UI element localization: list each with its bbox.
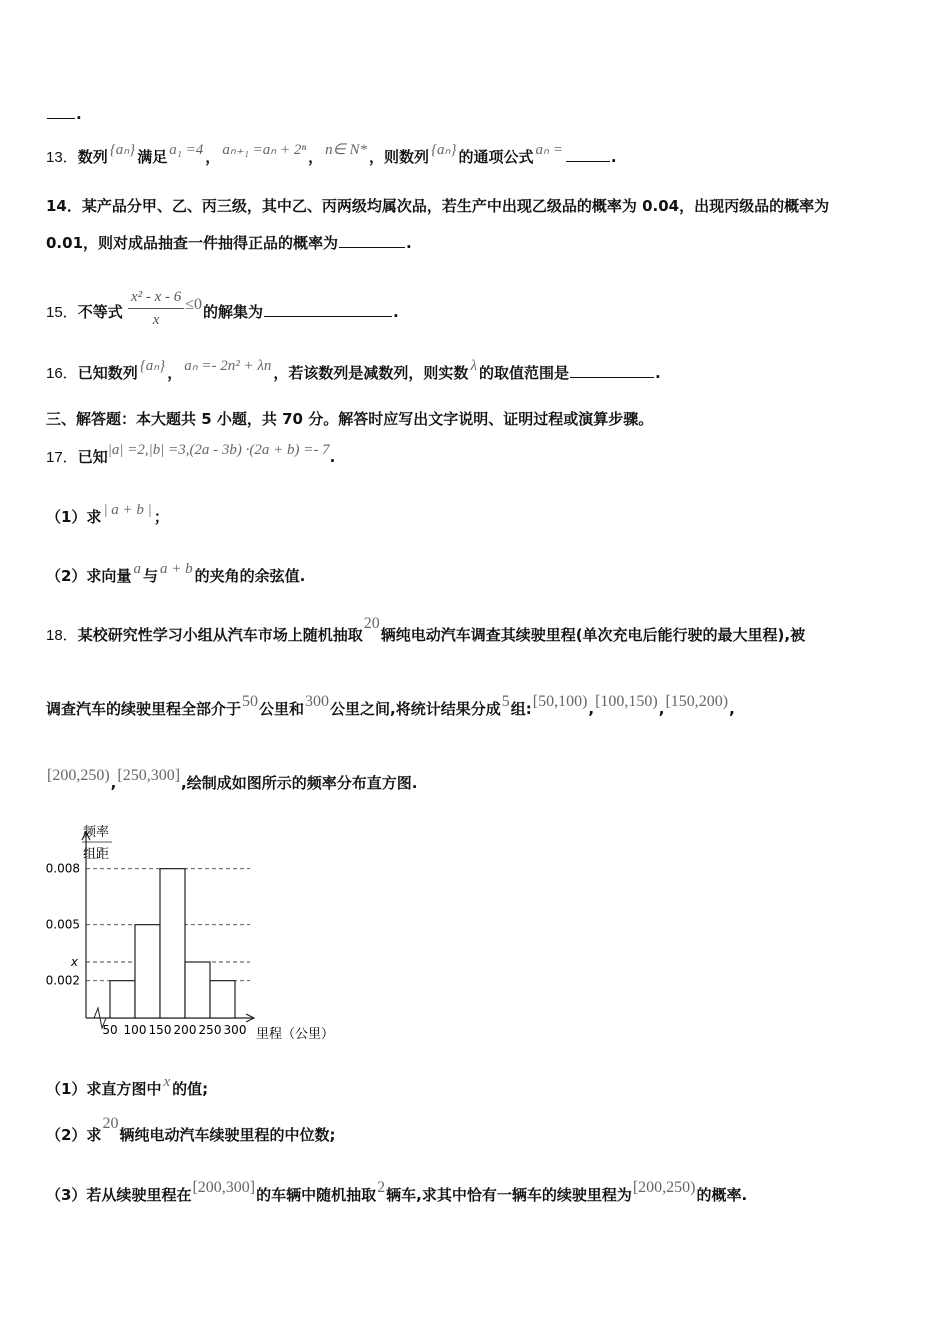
histogram-bar bbox=[135, 925, 160, 1018]
q12-tail: . bbox=[46, 103, 82, 125]
frequency-histogram bbox=[40, 820, 360, 1050]
question-18-line3: [200,250),[250,300],绘制成如图所示的频率分布直方图. bbox=[47, 767, 418, 792]
math-cond2: aₙ₊₁ =aₙ + 2ⁿ bbox=[222, 142, 307, 158]
math-interval: [200,250) bbox=[632, 1179, 696, 1196]
x-tick-label: 50 bbox=[102, 1023, 118, 1037]
answer-blank[interactable] bbox=[339, 233, 405, 248]
math-relation: ≤0 bbox=[185, 296, 203, 313]
answer-blank[interactable] bbox=[570, 363, 654, 378]
question-17-part1: （1）求 | a + b | ； bbox=[46, 502, 169, 526]
question-18-part1: （1）求直方图中 x 的值; bbox=[46, 1074, 209, 1098]
question-16: 16．已知数列 {aₙ} ， aₙ =- 2n² + λn ，若该数列是减数列，则实数 λ 的取值范围是 . bbox=[46, 358, 661, 382]
x-axis-label: 里程（公里） bbox=[256, 1027, 335, 1042]
question-number: 17． bbox=[46, 449, 78, 466]
answer-blank[interactable] bbox=[264, 302, 392, 317]
math-cond1: a₁ =4 bbox=[169, 142, 204, 158]
histogram-bar bbox=[110, 981, 135, 1018]
histogram-bar bbox=[160, 869, 185, 1018]
math-number: 2 bbox=[377, 1179, 386, 1196]
question-14-line2: 0.01，则对成品抽查一件抽得正品的概率为 . bbox=[46, 234, 412, 252]
x-tick-label: 200 bbox=[173, 1023, 197, 1037]
math-var-x: x bbox=[163, 1074, 171, 1090]
section-heading: 三、解答题：本大题共 5 小题，共 70 分。解答时应写出文字说明、证明过程或演算步骤。 bbox=[46, 410, 654, 428]
y-axis-label-top: 频率 bbox=[82, 825, 110, 840]
question-18-part3: （3）若从续驶里程在[200,300]的车辆中随机抽取2辆车,求其中恰有一辆车的续驶里程为[200,250)的概率. bbox=[46, 1179, 748, 1204]
math-number: 300 bbox=[305, 693, 330, 710]
question-18-part2: （2）求20辆纯电动汽车续驶里程的中位数; bbox=[46, 1115, 336, 1144]
question-14-line1: 14．某产品分甲、乙、丙三级，其中乙、丙两级均属次品，若生产中出现乙级品的概率为 0.04，出现丙级品的概率为 bbox=[46, 197, 830, 215]
question-15: 15．不等式 $\frac{\text{x² - x - 6}}{x}$ ≤0的解集为 . bbox=[46, 290, 399, 335]
math-interval: [200,300] bbox=[192, 1179, 256, 1196]
math-vector-a: a bbox=[133, 561, 141, 577]
math-formula: aₙ =- 2n² + λn bbox=[184, 358, 272, 374]
question-17: 17．已知|a| =2,|b| =3,(2a - 3b) ·(2a + b) =- 7. bbox=[46, 442, 336, 466]
math-number: 50 bbox=[242, 693, 259, 710]
math-interval: [250,300] bbox=[117, 767, 181, 784]
question-13: 13．数列 {aₙ} 满足 a₁ =4 ， aₙ₊₁ =aₙ + 2ⁿ ， n∈ N* ，则数列 {aₙ} 的通项公式 aₙ = . bbox=[46, 142, 617, 166]
y-tick-label: 0.005 bbox=[45, 917, 80, 932]
y-tick-label: 0.008 bbox=[45, 861, 80, 876]
math-number: 20 bbox=[102, 1115, 119, 1132]
math-interval: [50,100) bbox=[532, 693, 588, 710]
math-interval: [200,250) bbox=[47, 767, 110, 784]
y-axis-label-bottom: 组距 bbox=[82, 847, 110, 862]
question-number: 16． bbox=[46, 365, 78, 382]
y-tick-label: 0.002 bbox=[45, 973, 80, 988]
answer-blank[interactable] bbox=[47, 104, 75, 119]
question-17-part2: （2）求向量 a 与 a + b 的夹角的余弦值. bbox=[46, 561, 306, 585]
math-vector-ab: a + b bbox=[159, 561, 193, 577]
math-seq2: {aₙ} bbox=[430, 142, 457, 158]
question-18-line1: 18．某校研究性学习小组从汽车市场上随机抽取20辆纯电动汽车调查其续驶里程(单次充电后能行驶的最大里程),被 bbox=[46, 615, 806, 644]
y-tick-label: x bbox=[70, 955, 78, 969]
math-formula: |a| =2,|b| =3,(2a - 3b) ·(2a + b) =- 7 bbox=[107, 442, 330, 458]
math-seq: {aₙ} bbox=[139, 358, 166, 374]
math-interval: [100,150) bbox=[595, 693, 658, 710]
question-number: 13． bbox=[46, 149, 78, 166]
question-number: 15． bbox=[46, 304, 78, 321]
math-seq: {aₙ} bbox=[109, 142, 136, 158]
answer-blank[interactable] bbox=[566, 147, 610, 162]
math-lambda: λ bbox=[470, 358, 477, 374]
x-tick-label: 150 bbox=[148, 1023, 172, 1037]
histogram-bar bbox=[210, 981, 235, 1018]
x-tick-label: 100 bbox=[123, 1023, 147, 1037]
question-18-line2: 调查汽车的续驶里程全部介于50公里和300公里之间,将统计结果分成5组:[50,100),[100,150),[150,200), bbox=[46, 693, 735, 718]
math-cond3: n∈ N* bbox=[325, 142, 367, 158]
math-expr: aₙ = bbox=[535, 142, 563, 158]
x-tick-label: 300 bbox=[223, 1023, 247, 1037]
math-expr: | a + b | bbox=[103, 502, 152, 518]
x-tick-label: 250 bbox=[198, 1023, 222, 1037]
math-fraction: $\frac{\text{x² - x - 6}}{x}$ bbox=[128, 286, 184, 331]
question-number: 18． bbox=[46, 627, 78, 644]
histogram-bar bbox=[185, 962, 210, 1018]
math-number: 20 bbox=[363, 615, 380, 632]
math-number: 5 bbox=[501, 693, 510, 710]
math-interval: [150,200) bbox=[665, 693, 729, 710]
